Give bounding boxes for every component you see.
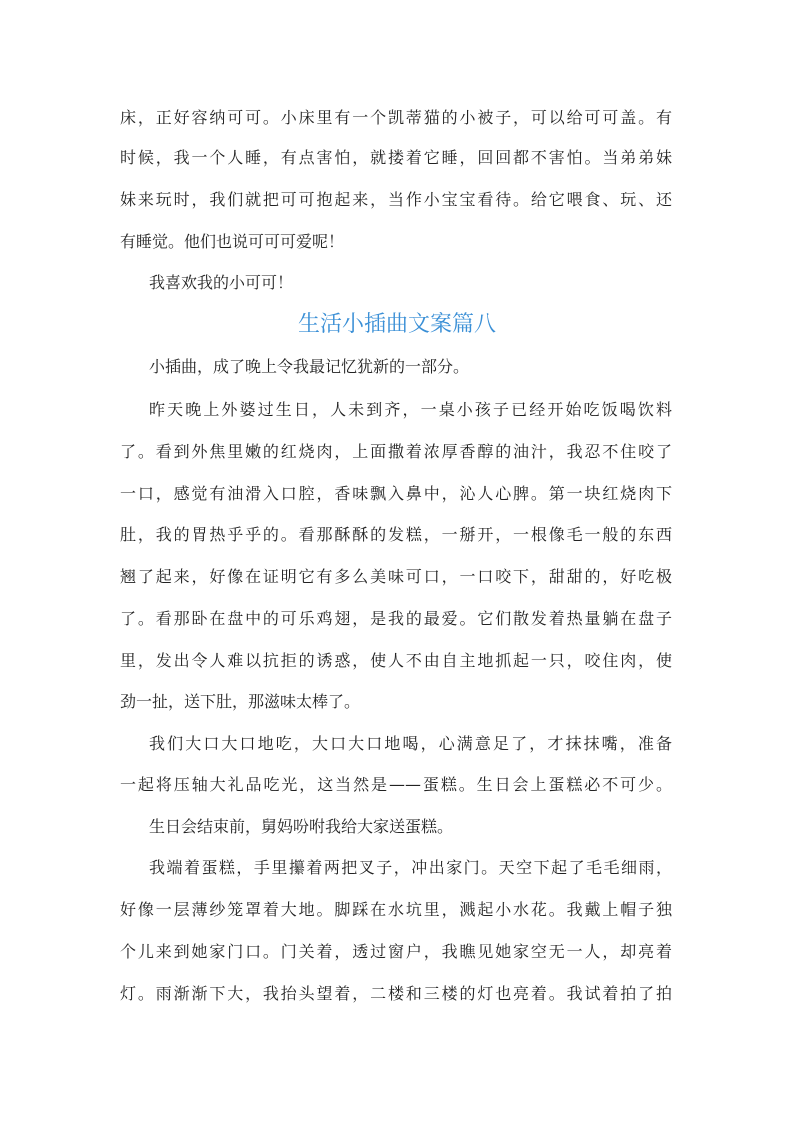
text-line: 劲一扯，送下肚，那滋味太棒了。: [120, 692, 361, 711]
text-line: 床，正好容纳可可。小床里有一个凯蒂猫的小被子，可以给可可盖。有: [120, 108, 672, 127]
text-line: 妹来玩时，我们就把可可抱起来，当作小宝宝看待。给它喂食、玩、还: [120, 190, 672, 209]
section-heading: 生活小插曲文案篇八: [297, 312, 496, 337]
text-line: 时候，我一个人睡，有点害怕，就搂着它睡，回回都不害怕。当弟弟妹: [120, 148, 672, 167]
text-line: 小插曲，成了晚上令我最记忆犹新的一部分。: [149, 357, 470, 376]
text-line: 翘了起来，好像在证明它有多么美味可口，一口咬下，甜甜的，好吃极: [120, 567, 672, 586]
text-line: 个儿来到她家门口。门关着，透过窗户，我瞧见她家空无一人，却亮着: [120, 942, 672, 961]
text-line: 一起将压轴大礼品吃光，这当然是——蛋糕。生日会上蛋糕必不可少。: [120, 775, 672, 794]
text-line: 了。看到外焦里嫩的红烧肉，上面撒着浓厚香醇的油汁，我忍不住咬了: [120, 442, 672, 461]
text-line: 昨天晚上外婆过生日，人未到齐，一桌小孩子已经开始吃饭喝饮料: [149, 400, 672, 419]
text-line: 我们大口大口地吃，大口大口地喝，心满意足了，才抹抹嘴，准备: [149, 734, 672, 753]
text-line: 生日会结束前，舅妈吩咐我给大家送蛋糕。: [149, 817, 454, 836]
text-line: 肚，我的胃热乎乎的。看那酥酥的发糕，一掰开，一根像毛一般的东西: [120, 525, 672, 544]
text-line: 里，发出令人难以抗拒的诱惑，使人不由自主地抓起一只，咬住肉，使: [120, 651, 672, 670]
text-line: 有睡觉。他们也说可可可爱呢！: [120, 232, 345, 251]
text-line: 了。看那卧在盘中的可乐鸡翅，是我的最爱。它们散发着热量躺在盘子: [120, 609, 672, 628]
text-line: 一口，感觉有油滑入口腔，香味飘入鼻中，沁人心脾。第一块红烧肉下: [120, 484, 672, 503]
text-line: 灯。雨渐渐下大，我抬头望着，二楼和三楼的灯也亮着。我试着拍了拍: [120, 984, 672, 1003]
text-line: 我喜欢我的小可可！: [149, 273, 294, 292]
text-line: 我端着蛋糕，手里攥着两把叉子，冲出家门。天空下起了毛毛细雨，: [149, 858, 672, 877]
text-line: 好像一层薄纱笼罩着大地。脚踩在水坑里，溅起小水花。我戴上帽子独: [120, 900, 672, 919]
